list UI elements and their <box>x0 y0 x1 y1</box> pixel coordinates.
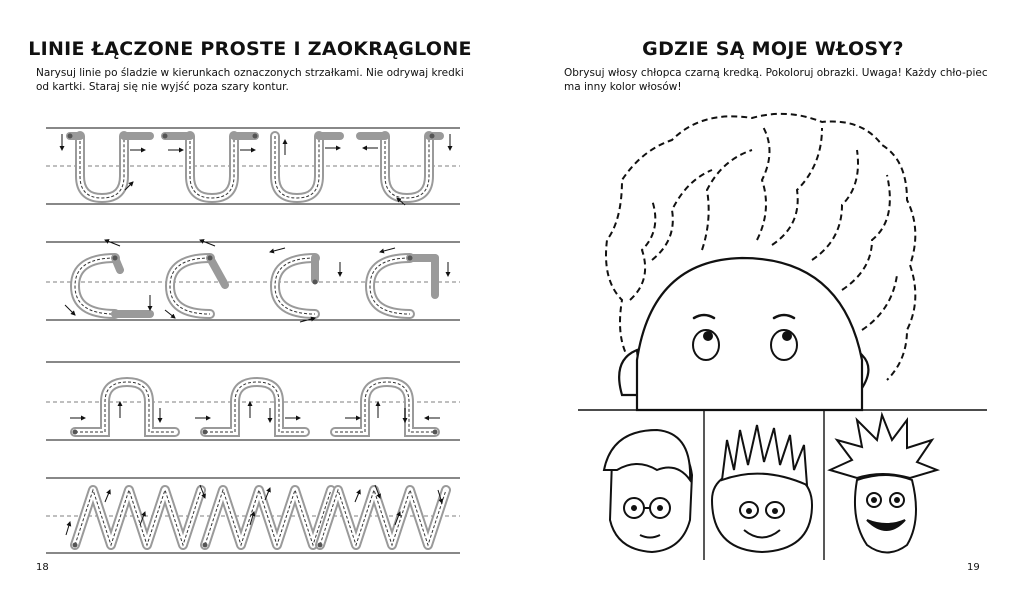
left-page-instruction: Narysuj linie po śladzie w kierunkach oznaczonych strzałkami. Nie odrywaj kredki od kartki. Staraj się nie wyjść poza szary kontur. <box>36 67 464 93</box>
right-page <box>512 0 1024 597</box>
boy-head <box>619 258 868 410</box>
boy-with-spiky-top-hair <box>712 425 812 552</box>
boy-hair-illustration <box>512 0 1024 597</box>
left-page-title: LINIE ŁĄCZONE PROSTE I ZAOKRĄGLONE <box>28 38 472 60</box>
right-page-number: 19 <box>967 562 980 573</box>
left-page-number: 18 <box>36 562 49 573</box>
row-c-shapes <box>65 240 448 322</box>
row-u-shapes <box>62 134 450 206</box>
boy-with-wild-hair <box>830 415 937 553</box>
boy-with-glasses <box>604 430 692 552</box>
right-page-instruction: Obrysuj włosy chłopca czarną kredką. Pokoloruj obrazki. Uwaga! Każdy chło-piec ma inny kolor włosów! <box>564 67 988 93</box>
row-arch-shapes <box>70 382 440 435</box>
right-page-title: GDZIE SĄ MOJE WŁOSY? <box>642 38 904 60</box>
